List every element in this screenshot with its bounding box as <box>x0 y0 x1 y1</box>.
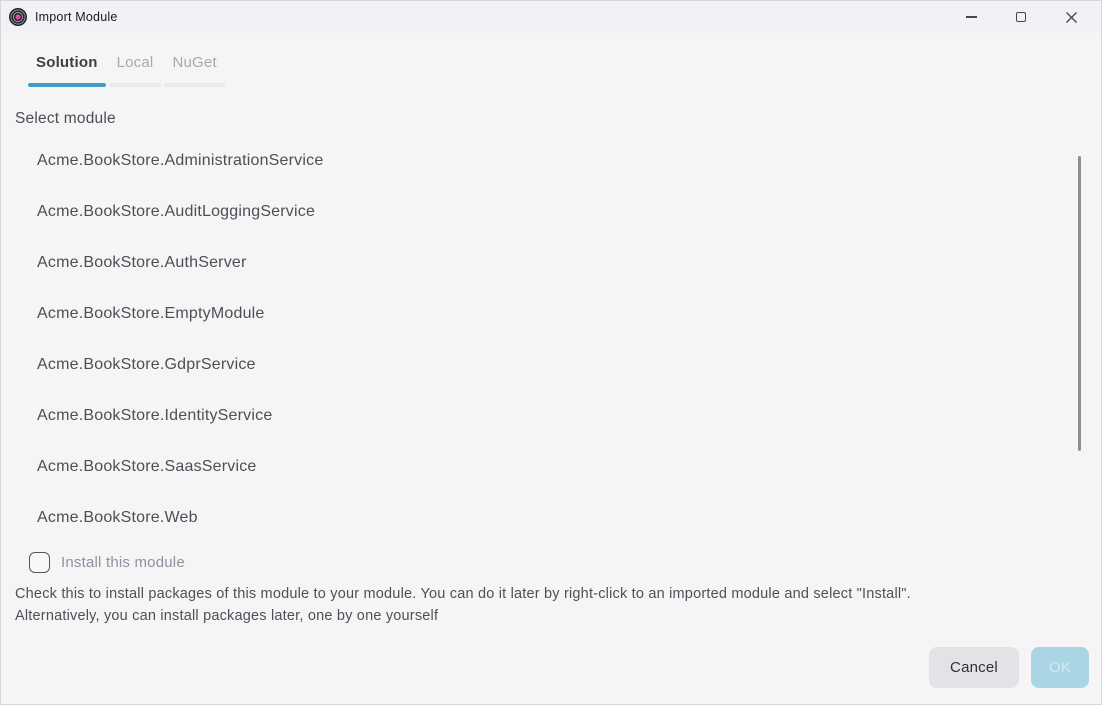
maximize-icon <box>1016 12 1026 22</box>
tab-nuget-label: NuGet <box>172 54 217 71</box>
module-list-item[interactable]: Acme.BookStore.IdentityService <box>37 406 273 424</box>
tab-nuget[interactable] <box>164 52 224 87</box>
install-module-checkbox[interactable] <box>29 552 185 573</box>
module-list-item[interactable]: Acme.BookStore.AuditLoggingService <box>37 202 316 220</box>
cancel-button[interactable]: Cancel <box>929 647 1019 688</box>
dialog-footer <box>929 647 1089 688</box>
module-list-item[interactable]: Acme.BookStore.GdprService <box>37 355 256 373</box>
tab-bar <box>28 52 225 87</box>
close-icon <box>1066 12 1077 23</box>
install-help-text <box>15 583 1083 627</box>
module-list-item[interactable]: Acme.BookStore.AuthServer <box>37 253 247 271</box>
minimize-icon <box>966 16 977 17</box>
minimize-button[interactable] <box>946 1 996 33</box>
maximize-button[interactable] <box>996 1 1046 33</box>
close-button[interactable] <box>1046 1 1096 33</box>
install-module-label[interactable]: Install this module <box>61 554 185 571</box>
titlebar <box>1 1 1101 33</box>
tab-solution[interactable] <box>28 52 106 87</box>
module-list <box>1 135 1102 531</box>
tab-solution-label: Solution <box>36 54 98 71</box>
list-scrollbar[interactable] <box>1078 156 1081 451</box>
window-title: Import Module <box>35 10 118 24</box>
tab-local-label: Local <box>116 54 154 71</box>
tab-local-underline <box>109 83 162 87</box>
tab-solution-underline <box>28 83 106 87</box>
tab-local[interactable] <box>109 52 162 87</box>
ok-button[interactable]: OK <box>1031 647 1089 688</box>
tab-nuget-underline <box>164 83 224 87</box>
checkbox-icon[interactable] <box>29 552 50 573</box>
module-list-item[interactable]: Acme.BookStore.SaasService <box>37 457 257 475</box>
module-list-item[interactable]: Acme.BookStore.Web <box>37 508 198 526</box>
install-help-line-2: Alternatively, you can install packages later, one by one yourself <box>15 608 439 624</box>
module-list-item[interactable]: Acme.BookStore.EmptyModule <box>37 304 265 322</box>
install-help-line-1: Check this to install packages of this module to your module. You can do it later by right-click to an imported module and select "Install". <box>15 586 911 602</box>
module-list-item[interactable]: Acme.BookStore.AdministrationService <box>37 151 324 169</box>
select-module-label: Select module <box>15 110 116 127</box>
app-logo-icon <box>9 8 27 26</box>
